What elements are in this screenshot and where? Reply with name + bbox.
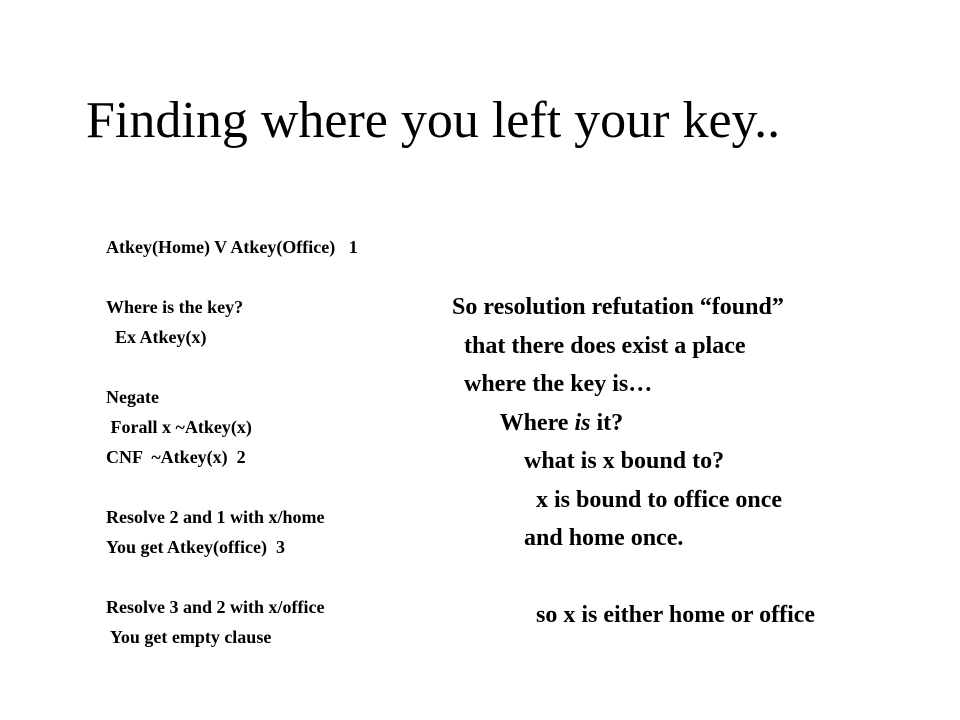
slide-title: Finding where you left your key..: [86, 92, 781, 149]
negate-heading: Negate: [106, 387, 159, 407]
explanation-line-6: x is bound to office once: [452, 486, 782, 513]
resolution-steps: [106, 232, 358, 652]
blank-line: [106, 562, 358, 592]
explanation-text: [452, 288, 815, 635]
conclusion-line: so x is either home or office: [452, 602, 816, 628]
explanation-line-4: [452, 404, 815, 443]
resolve-step-2: Resolve 3 and 2 with x/office: [106, 597, 325, 617]
blank-line: [106, 262, 358, 292]
explanation-line-1: So resolution refutation “found”: [452, 294, 784, 320]
forall-line: Forall x ~Atkey(x): [106, 417, 252, 437]
blank-line: [106, 352, 358, 382]
clause-1-line: Atkey(Home) V Atkey(Office) 1: [106, 237, 358, 257]
resolve-result-2: You get empty clause: [106, 627, 272, 647]
explanation-line-4-post: it?: [590, 409, 624, 436]
emphasis-is: is: [574, 409, 591, 436]
explanation-line-5: what is x bound to?: [452, 448, 725, 474]
blank-line: [452, 558, 815, 597]
blank-line: [106, 472, 358, 502]
explanation-line-7: and home once.: [452, 525, 684, 551]
explanation-line-2: that there does exist a place: [452, 332, 746, 359]
explanation-line-3: where the key is…: [452, 371, 653, 397]
resolve-step-1: Resolve 2 and 1 with x/home: [106, 507, 325, 527]
resolve-result-1: You get Atkey(office) 3: [106, 537, 285, 557]
explanation-line-4-pre: Where: [452, 409, 575, 436]
exists-line: Ex Atkey(x): [106, 327, 207, 347]
question-line: Where is the key?: [106, 297, 244, 317]
cnf-line: CNF ~Atkey(x) 2: [106, 447, 246, 467]
